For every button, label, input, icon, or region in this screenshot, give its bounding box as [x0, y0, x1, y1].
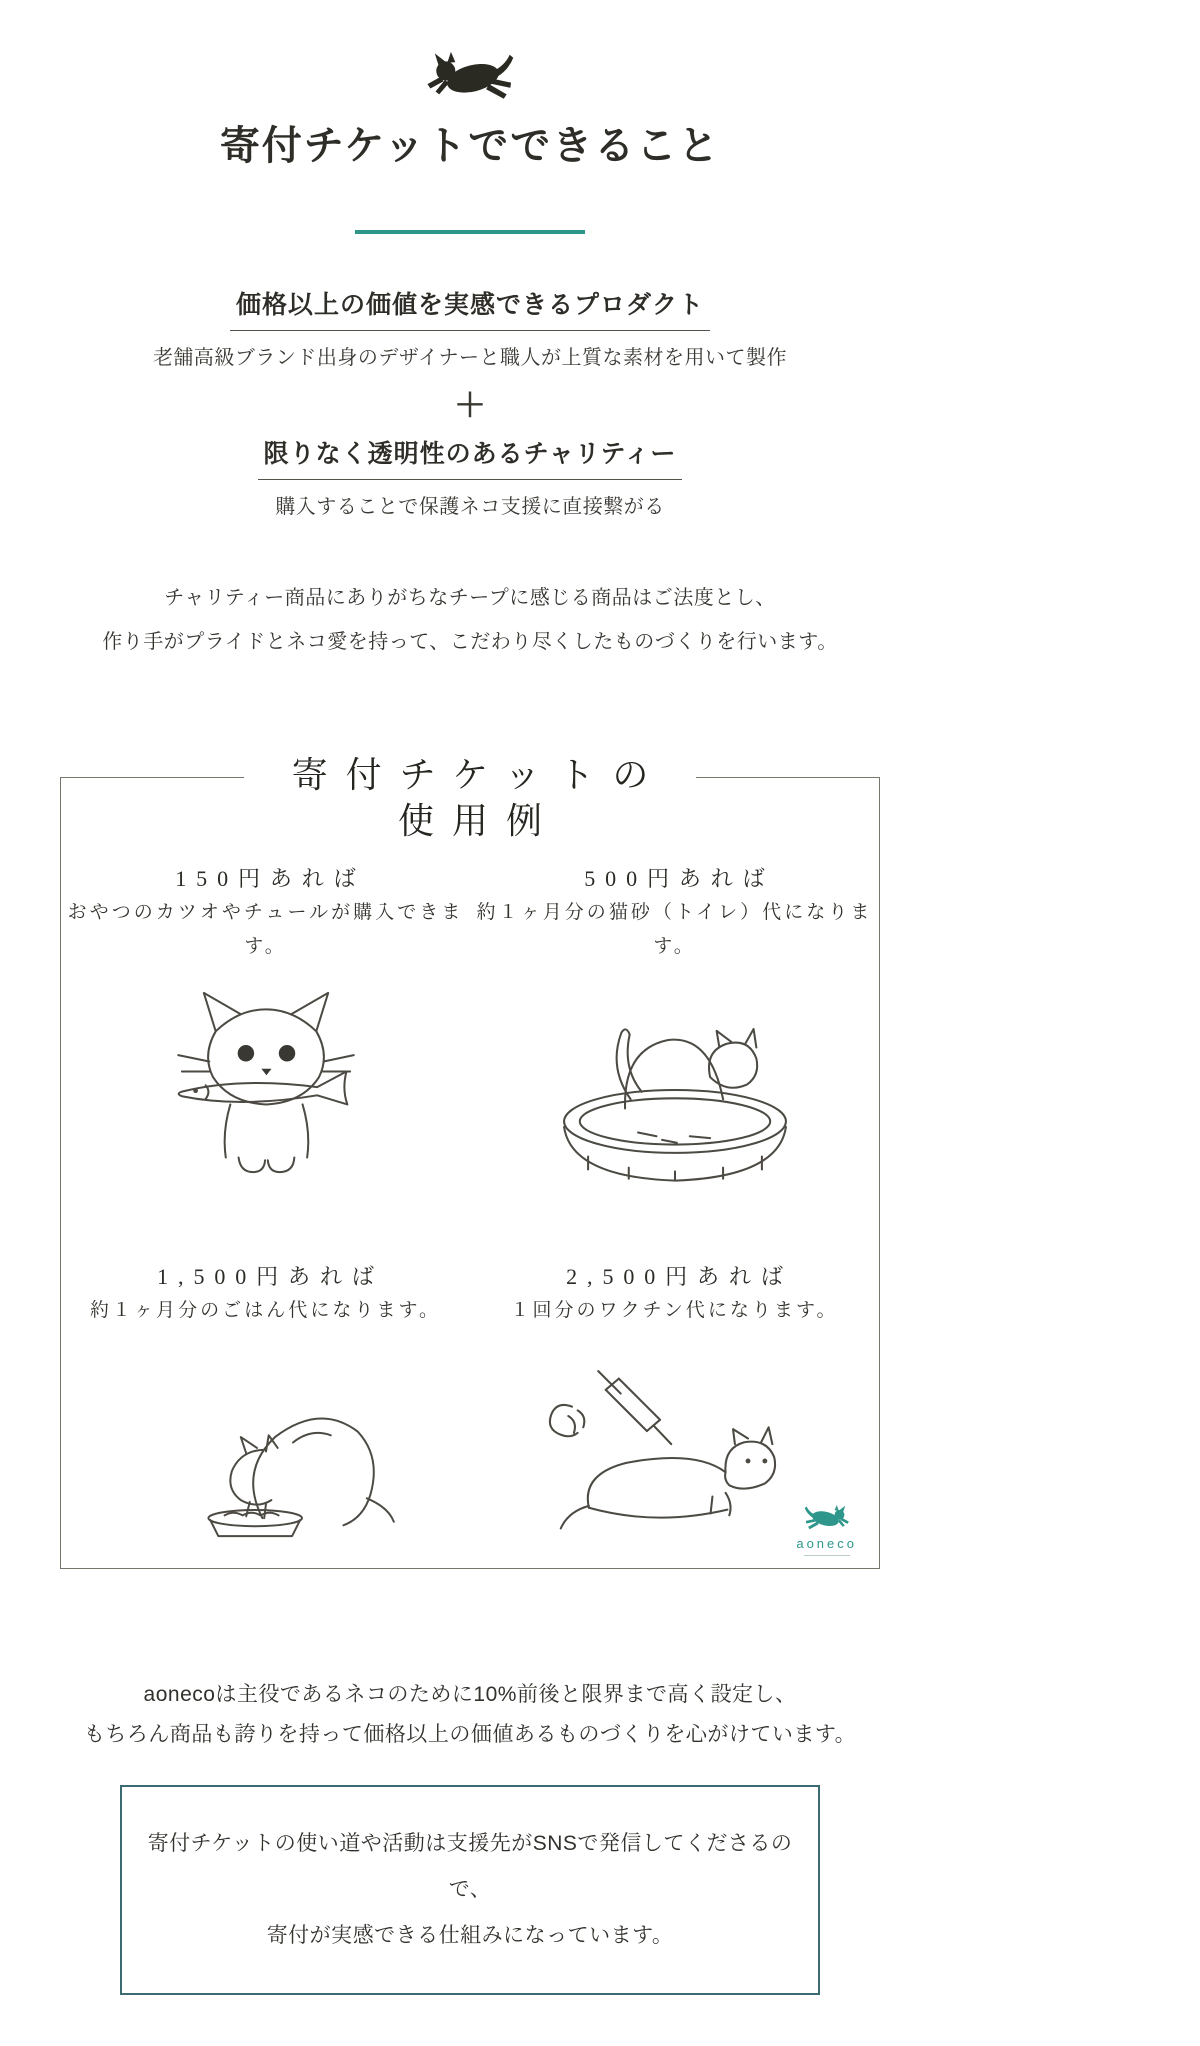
usage-box-title-line1: 寄付チケットの [291, 755, 667, 795]
leaping-cat-icon [420, 46, 520, 112]
example-150yen [61, 862, 470, 1202]
product-value-heading: 価格以上の価値を実感できるプロダクト [230, 288, 710, 331]
cat-vaccine-illustration [515, 1358, 835, 1534]
page-title: 寄付チケットでできること [219, 124, 721, 168]
sns-info-text [142, 1821, 798, 1959]
ratio-note-line1: aonecoは主役であるネコのために10%前後と限界まで高く設定し、 [143, 1683, 797, 1706]
donation-ratio-note [0, 1675, 940, 1755]
aoneco-cat-icon [801, 1502, 853, 1536]
example-amount: 2,500円あれば [566, 1264, 793, 1289]
sns-info-box [120, 1785, 820, 1995]
example-description: おやつのカツオやチュールが購入できます。 [67, 902, 464, 957]
cat-in-litter-box-illustration [525, 992, 825, 1188]
title-underline [355, 230, 585, 234]
example-amount: 1,500円あれば [157, 1264, 384, 1289]
aoneco-logo-tagline-rule [804, 1555, 850, 1556]
usage-examples-box [60, 755, 880, 1569]
example-description: １回分のワクチン代になります。 [510, 1300, 839, 1321]
aoneco-logo [796, 1502, 857, 1556]
plus-sign: ＋ [453, 387, 486, 423]
product-value-description: 老舗高級ブランド出身のデザイナーと職人が上質な素材を用いて製作 [152, 347, 788, 369]
example-1500yen [61, 1260, 470, 1538]
example-2500yen [470, 1260, 879, 1538]
example-amount: 500円あれば [584, 866, 775, 891]
charity-description: 購入することで保護ネコ支援に直接繋がる [275, 496, 665, 518]
policy-line2: 作り手がプライドとネコ愛を持って、こだわり尽くしたものづくりを行います。 [102, 631, 838, 653]
example-description: 約１ヶ月分の猫砂（トイレ）代になります。 [476, 902, 873, 957]
usage-examples-grid [61, 862, 879, 1538]
sns-info-line1: 寄付チケットの使い道や活動は支援先がSNSで発信してくださるので、 [147, 1832, 793, 1901]
example-description: 約１ヶ月分のごはん代になります。 [89, 1300, 442, 1321]
policy-statement [0, 576, 940, 664]
example-500yen [470, 862, 879, 1202]
example-amount: 150円あれば [175, 866, 366, 891]
page-content [0, 46, 940, 1995]
sns-info-line2: 寄付が実感できる仕組みになっています。 [266, 1924, 674, 1947]
charity-heading: 限りなく透明性のあるチャリティー [258, 437, 683, 480]
usage-box-title [244, 752, 697, 844]
cat-with-fish-illustration [138, 974, 394, 1202]
ratio-note-line2: もちろん商品も誇りを持って価格以上の価値あるものづくりを心がけています。 [83, 1723, 857, 1746]
usage-box-title-line2: 使用例 [397, 801, 560, 841]
cat-eating-illustration [131, 1338, 401, 1538]
value-proposition-section [0, 288, 940, 664]
policy-line1: チャリティー商品にありがちなチープに感じる商品はご法度とし、 [164, 587, 776, 609]
aoneco-logo-text: aoneco [796, 1536, 857, 1551]
